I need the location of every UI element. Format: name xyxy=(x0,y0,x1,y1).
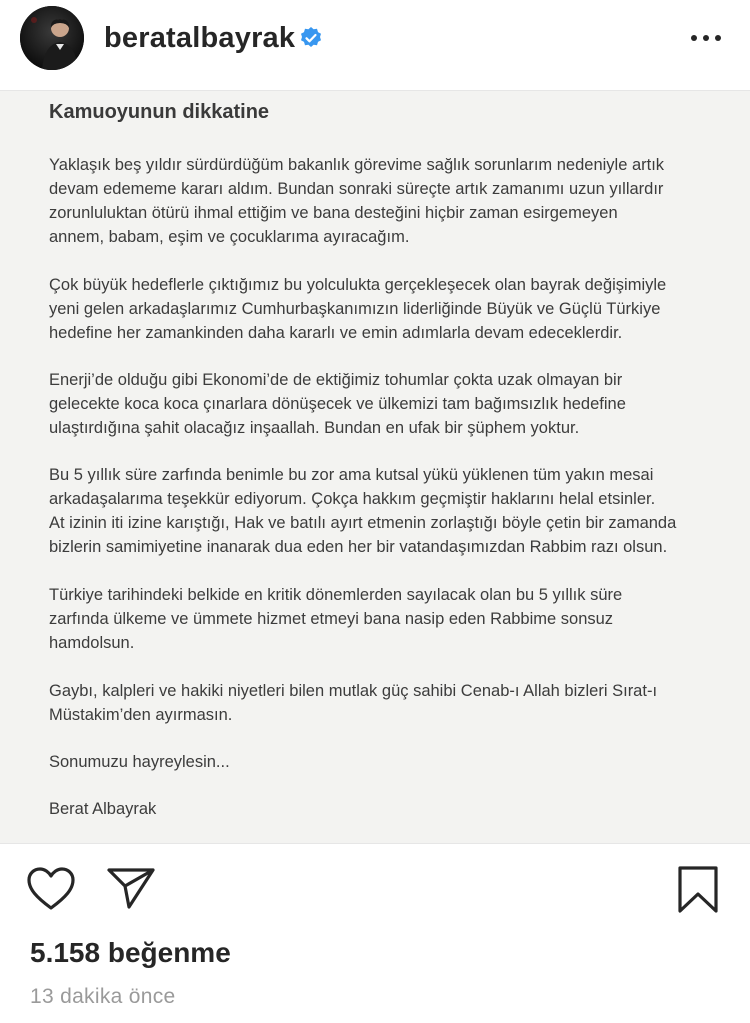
profile-photo-icon xyxy=(20,6,84,70)
statement-paragraph: Türkiye tarihindeki belkide en kritik dönemlerden sayılacak olan bu 5 yıllık süre zarfında ülkeme ve ümmete hizmet etmeyi bana nasip eden Rabbime sonsuz hamdolsun. xyxy=(49,586,623,652)
username[interactable]: beratalbayrak xyxy=(104,22,296,54)
action-bar xyxy=(0,842,750,932)
heart-icon[interactable] xyxy=(26,866,76,912)
more-options-icon[interactable] xyxy=(690,31,722,45)
bookmark-icon[interactable] xyxy=(676,865,720,915)
post-timestamp: 13 dakika önce xyxy=(30,985,176,1008)
like-count[interactable]: 5.158 beğenme xyxy=(30,937,231,968)
statement-paragraph: Yaklaşık beş yıldır sürdürdüğüm bakanlık görevime sağlık sorunlarım nedeniyle artık devam edememe kararı aldım. Bundan sonraki süreçte artık zamanımı uzun yıllardır zorunluluktan ötürü ihmal ettiğim ve bana desteğini hiçbir zaman esirgemeyen annem, babam, eşim ve çocuklarıma ayıracağım. xyxy=(49,156,665,246)
post-image[interactable] xyxy=(0,90,750,844)
statement-signature: Berat Albayrak xyxy=(49,800,157,818)
statement-paragraph: Bu 5 yıllık süre zarfında benimle bu zor ama kutsal yükü yüklenen tüm yakın mesai arkadaşalarıma teşekkür ediyorum. Çokça hakkım geçmiştir haklarını helal etsinler. At izinin iti izine karıştığı, Hak ve batılı ayırt etmenin zorlaştığı böyle çetin bir zamanda bizlerin samimiyetine inanarak dua eden her bir vatandaşımızdan Rabbim razı olsun. xyxy=(49,466,677,556)
statement-closing: Sonumuzu hayreylesin... xyxy=(49,753,230,771)
send-icon[interactable] xyxy=(106,866,156,910)
avatar[interactable] xyxy=(20,6,84,70)
statement-paragraph: Çok büyük hedeflerle çıktığımız bu yolculukta gerçekleşecek olan bayrak değişimiyle yeni gelen arkadaşlarımız Cumhurbaşkanımızın liderliğinde Büyük ve Güçlü Türkiye hedefine her zamankinden daha kararlı ve emin adımlarla devam edeceklerdir. xyxy=(49,276,667,342)
statement-title: Kamuoyunun dikkatine xyxy=(49,101,270,123)
statement-paragraph: Enerji’de olduğu gibi Ekonomi’de de ektiğimiz tohumlar çokta uzak olmayan bir gelecekte koca koca çınarlara dönüşecek ve ülkemizi tam bağımsızlık hedefine ulaştırdığına şahit olacağız inşaallah. Bundan en ufak bir şüphem yoktur. xyxy=(49,371,626,437)
post-header xyxy=(0,0,750,90)
verified-badge-icon xyxy=(299,26,323,50)
statement-paragraph: Gaybı, kalpleri ve hakiki niyetleri bilen mutlak güç sahibi Cenab-ı Allah bizleri Sırat-ı Müstakim’den ayırmasın. xyxy=(49,682,658,724)
